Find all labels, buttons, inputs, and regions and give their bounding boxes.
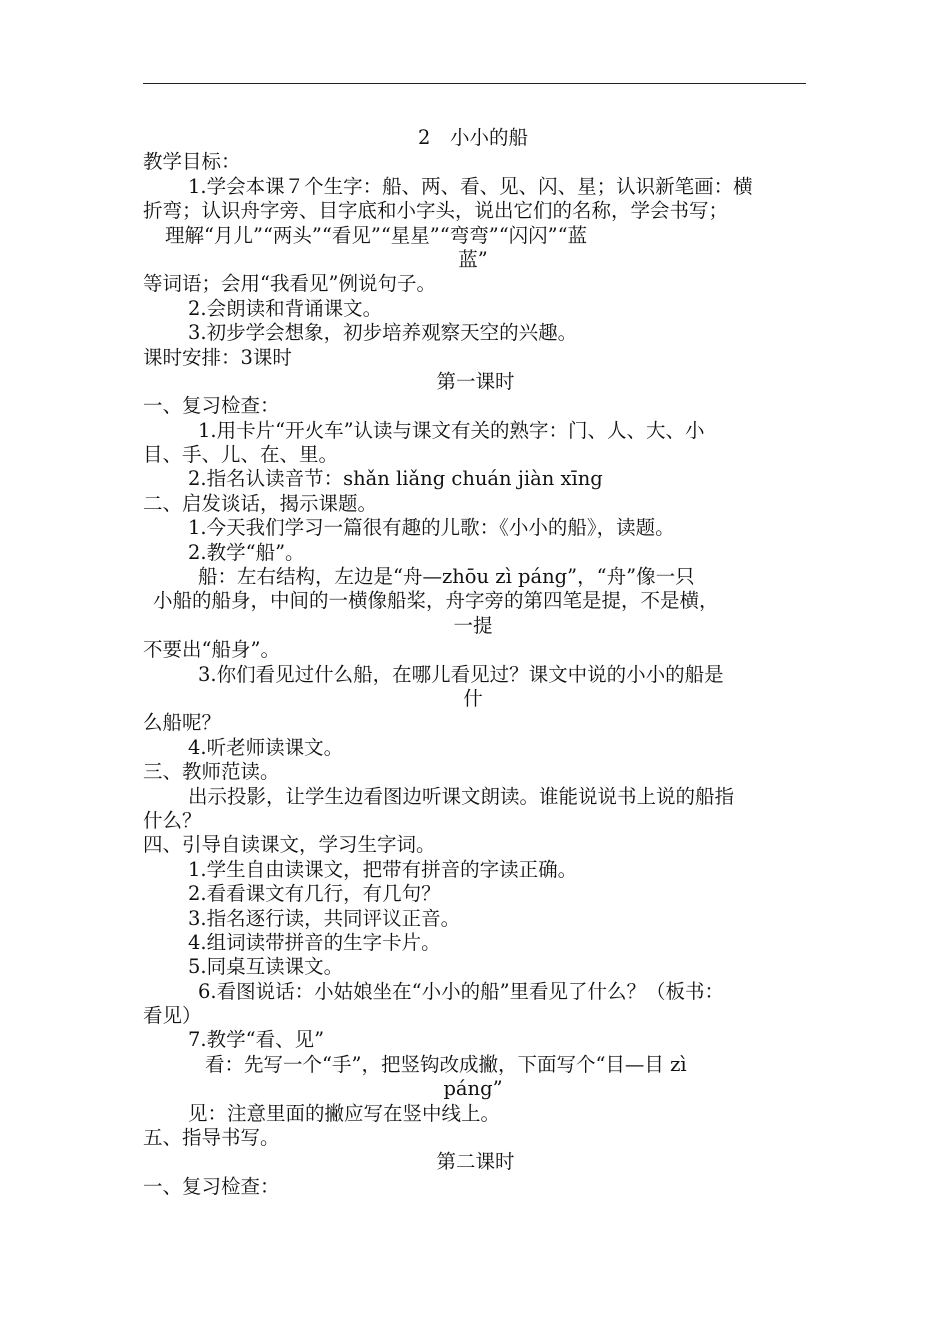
text-line: 四、引导自读课文，学习生字词。	[143, 833, 436, 857]
text-line: 么船呢？	[143, 711, 222, 735]
text-line: 7.教学“看、见”	[188, 1028, 325, 1052]
text-line: 6.看图说话：小姑娘坐在“小小的船”里看见了什么？（板书：	[198, 979, 725, 1003]
text-line: 2.看看课文有几行，有几句？	[188, 882, 441, 906]
text-line: 1.用卡片“开火车”认读与课文有关的熟字：门、人、大、小	[198, 418, 705, 442]
text-line: 2.教学“船”。	[188, 540, 305, 564]
text-line: 见：注意里面的撇应写在竖中线上。	[188, 1101, 501, 1125]
text-line: 3.指名逐行读，共同评议正音。	[188, 906, 461, 930]
lesson-plan-body	[143, 126, 813, 1199]
text-line: 理解“月儿”“两头”“看见”“星星”“弯弯”“闪闪”“蓝	[165, 223, 588, 247]
text-line: 1.今天我们学习一篇很有趣的儿歌：《小小的船》，读题。	[188, 516, 675, 540]
text-line: 五、指导书写。	[143, 1126, 280, 1150]
text-line: 3.初步学会想象，初步培养观察天空的兴趣。	[188, 321, 578, 345]
header-rule	[143, 83, 806, 84]
text-line: 1.学生自由读课文，把带有拼音的字读正确。	[188, 857, 578, 881]
text-line: 三、教师范读。	[143, 760, 280, 784]
text-line: 2.指名认读音节：shǎn liǎng chuán jiàn xīng	[188, 467, 603, 491]
text-line: 等词语；会用“我看见”例说句子。	[143, 272, 436, 296]
text-line: 折弯；认识舟字旁、目字底和小字头，说出它们的名称，学会书写；	[143, 199, 729, 223]
text-line: 什么？	[143, 808, 202, 832]
text-line: 1.学会本课７个生字：船、两、看、见、闪、星；认识新笔画：横	[188, 174, 753, 198]
text-line: 什	[463, 686, 483, 710]
text-line: 看：先写一个“手”，把竖钩改成撇，下面写个“目—目 zì	[205, 1052, 687, 1076]
text-line: 出示投影，让学生边看图边听课文朗读。谁能说说书上说的船指	[188, 784, 735, 808]
text-line: 教学目标：	[143, 150, 241, 174]
text-line: 小船的船身，中间的一横像船桨，舟字旁的第四笔是提，不是横，	[153, 589, 719, 613]
text-line: 目、手、儿、在、里。	[143, 443, 339, 467]
text-line: 看见）	[143, 1004, 202, 1028]
text-line: 一、复习检查：	[143, 1174, 280, 1198]
text-line: 第二课时	[436, 1150, 515, 1174]
text-line: 蓝”	[458, 247, 488, 271]
text-line: páng”	[443, 1077, 503, 1101]
text-line: 4.组词读带拼音的生字卡片。	[188, 930, 441, 954]
text-line: 课时安排：3课时	[143, 345, 292, 369]
text-line: 5.同桌互读课文。	[188, 955, 344, 979]
text-line: 船：左右结构，左边是“舟—zhōu zì páng”，“舟”像一只	[198, 565, 695, 589]
text-line: 2.会朗读和背诵课文。	[188, 296, 383, 320]
text-line: 3.你们看见过什么船，在哪儿看见过？课文中说的小小的船是	[198, 662, 724, 686]
text-line: 二、启发谈话，揭示课题。	[143, 491, 378, 515]
text-line: 一提	[453, 613, 493, 637]
text-line: 不要出“船身”。	[143, 638, 280, 662]
text-line: 2 小小的船	[418, 126, 528, 149]
text-line: 4.听老师读课文。	[188, 735, 344, 759]
text-line: 第一课时	[436, 369, 515, 393]
text-line: 一、复习检查：	[143, 394, 280, 418]
